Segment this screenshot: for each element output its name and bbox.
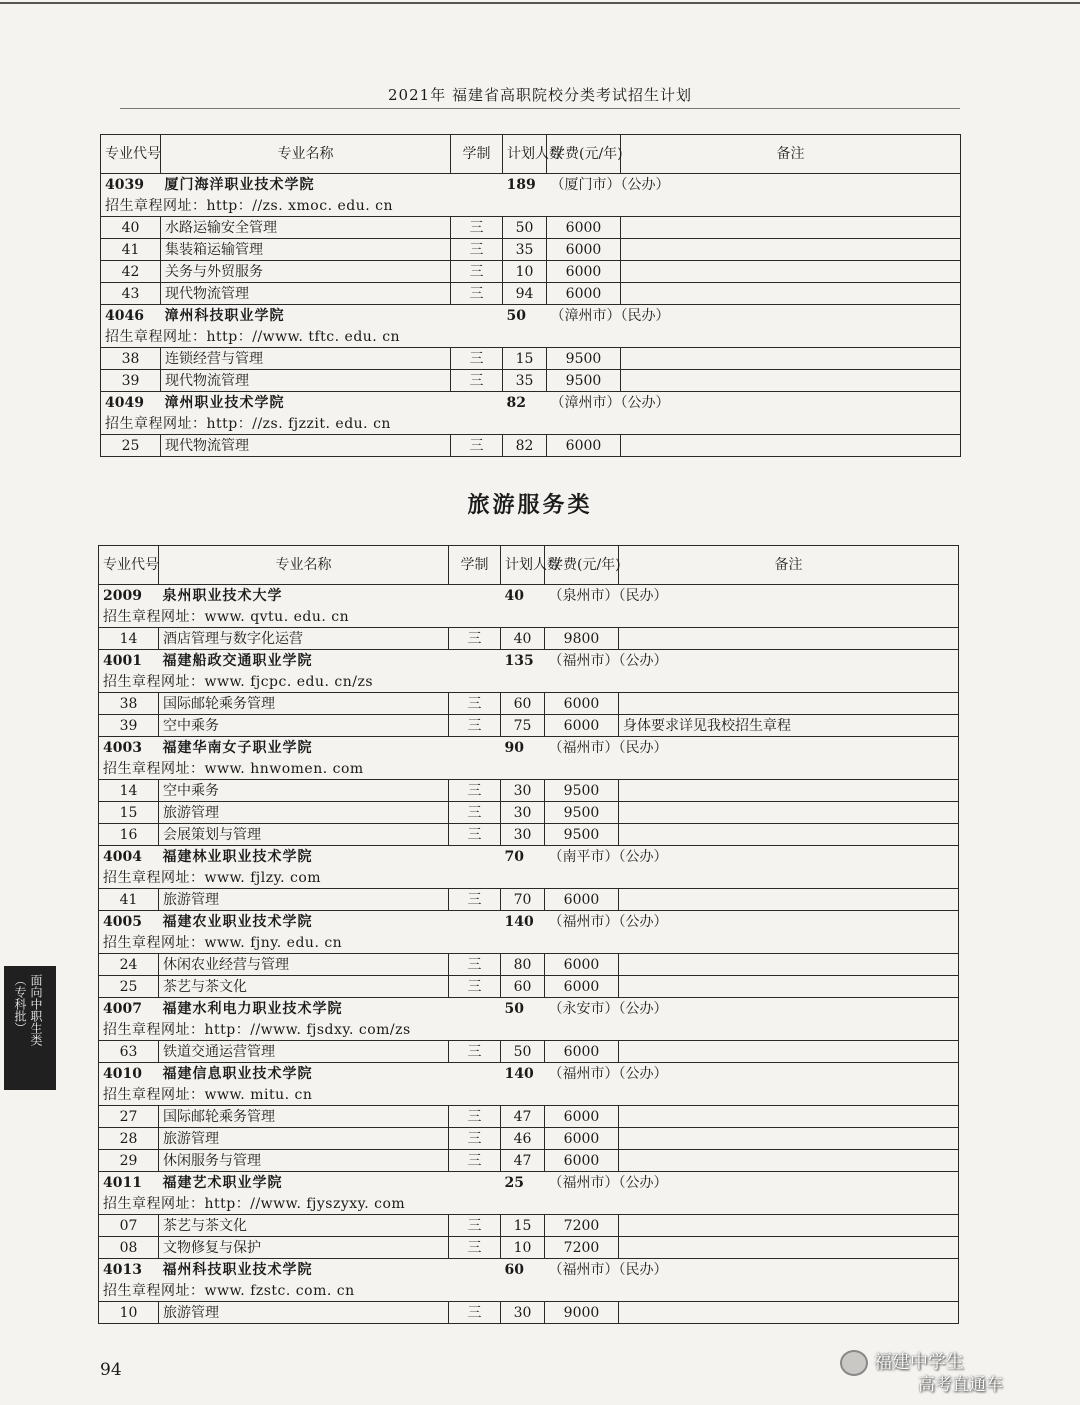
major-row [101,370,961,392]
school-url-row [99,606,959,628]
major-plan-count: 82 [503,435,547,457]
major-row [99,780,959,802]
major-remark [621,217,961,239]
major-fee: 6000 [545,715,619,737]
major-system: 三 [449,976,501,998]
major-code: 42 [101,261,161,283]
major-fee: 6000 [545,889,619,911]
col-header-fee: 学费(元/年) [545,546,619,585]
col-header-plan: 计划人数 [503,135,547,174]
major-fee: 6000 [547,283,621,305]
major-system: 三 [451,283,503,305]
school-name: 漳州职业技术学院 [161,392,503,414]
school-code: 4013 [99,1259,159,1281]
school-row [99,650,959,672]
school-row [99,737,959,759]
major-code: 38 [101,348,161,370]
major-system: 三 [449,1215,501,1237]
major-code: 25 [99,976,159,998]
school-url-row [99,932,959,954]
major-system: 三 [449,954,501,976]
major-code: 14 [99,628,159,650]
major-fee: 6000 [547,261,621,283]
running-header [0,84,1080,105]
school-name: 福建艺术职业学院 [159,1172,501,1194]
school-url: 招生章程网址：http：//www. fjsdxy. com/zs [99,1019,959,1041]
major-name: 旅游管理 [159,1128,449,1150]
major-system: 三 [449,715,501,737]
major-system: 三 [451,348,503,370]
side-tab-batch: （专科批） [13,974,27,1034]
major-fee: 9500 [545,780,619,802]
major-remark [619,1237,959,1259]
school-code: 4003 [99,737,159,759]
major-fee: 6000 [545,1106,619,1128]
major-system: 三 [449,693,501,715]
school-name: 福州科技职业技术学院 [159,1259,501,1281]
wechat-icon [840,1350,868,1376]
major-system: 三 [449,1128,501,1150]
school-plan-count: 60 [501,1259,545,1281]
major-row [99,1150,959,1172]
major-row [99,1237,959,1259]
major-plan-count: 75 [501,715,545,737]
school-row [99,1063,959,1085]
major-name: 空中乘务 [159,715,449,737]
school-name: 福建信息职业技术学院 [159,1063,501,1085]
school-code: 4049 [101,392,161,414]
table-header-row [101,135,961,174]
major-plan-count: 15 [501,1215,545,1237]
major-fee: 9000 [545,1302,619,1324]
school-code: 4001 [99,650,159,672]
major-fee: 9500 [545,802,619,824]
major-plan-count: 30 [501,824,545,846]
school-url-row [101,195,961,217]
major-plan-count: 10 [501,1237,545,1259]
major-plan-count: 30 [501,802,545,824]
school-plan-count: 189 [503,174,547,196]
major-name: 连锁经营与管理 [161,348,451,370]
major-remark [619,824,959,846]
school-plan-count: 40 [501,585,545,607]
school-name: 福建船政交通职业学院 [159,650,501,672]
school-url: 招生章程网址：http：//zs. fjzzit. edu. cn [101,413,961,435]
major-plan-count: 80 [501,954,545,976]
major-fee: 6000 [545,1128,619,1150]
school-location: （福州市）（民办） [545,737,959,759]
major-system: 三 [449,889,501,911]
major-remark [619,1302,959,1324]
school-location: （永安市）（公办） [545,998,959,1020]
page-number: 94 [100,1360,122,1380]
major-system: 三 [449,802,501,824]
major-fee: 6000 [547,217,621,239]
major-remark [621,435,961,457]
side-tab [4,966,56,1090]
major-name: 酒店管理与数字化运营 [159,628,449,650]
major-row [99,1215,959,1237]
school-location: （福州市）（民办） [545,1259,959,1281]
major-system: 三 [449,1302,501,1324]
school-row [101,305,961,327]
school-code: 2009 [99,585,159,607]
major-row [101,348,961,370]
watermark-subtitle: 高考直通车 [918,1375,1003,1395]
school-row [99,1259,959,1281]
major-code: 14 [99,780,159,802]
major-remark [619,1128,959,1150]
major-name: 旅游管理 [159,802,449,824]
table-body [99,585,959,1324]
major-plan-count: 30 [501,780,545,802]
school-url: 招生章程网址：http：//www. tftc. edu. cn [101,326,961,348]
major-remark [619,628,959,650]
school-row [99,911,959,933]
school-code: 4046 [101,305,161,327]
school-name: 福建水利电力职业技术学院 [159,998,501,1020]
major-remark [619,693,959,715]
school-url: 招生章程网址：www. fzstc. com. cn [99,1280,959,1302]
major-plan-count: 35 [503,239,547,261]
major-system: 三 [449,1041,501,1063]
col-header-remark: 备注 [621,135,961,174]
major-plan-count: 70 [501,889,545,911]
major-remark [619,780,959,802]
major-row [101,217,961,239]
col-header-fee: 学费(元/年) [547,135,621,174]
major-remark [619,1041,959,1063]
plan-table-logistics [100,134,961,457]
major-name: 休闲服务与管理 [159,1150,449,1172]
school-location: （厦门市）（公办） [547,174,961,196]
major-code: 15 [99,802,159,824]
school-url: 招生章程网址：www. fjcpc. edu. cn/zs [99,671,959,693]
major-system: 三 [451,435,503,457]
major-name: 关务与外贸服务 [161,261,451,283]
major-remark [621,261,961,283]
school-location: （福州市）（公办） [545,1172,959,1194]
major-system: 三 [449,824,501,846]
school-row [99,998,959,1020]
school-url-row [99,1193,959,1215]
col-header-code: 专业代号 [99,546,159,585]
major-name: 现代物流管理 [161,283,451,305]
major-name: 旅游管理 [159,1302,449,1324]
major-row [99,954,959,976]
major-system: 三 [449,1150,501,1172]
school-plan-count: 140 [501,911,545,933]
col-header-system: 学制 [449,546,501,585]
major-plan-count: 60 [501,976,545,998]
major-plan-count: 60 [501,693,545,715]
school-row [101,174,961,196]
major-plan-count: 15 [503,348,547,370]
top-rule [0,2,1080,4]
major-row [99,1302,959,1324]
major-remark [621,239,961,261]
school-name: 漳州科技职业学院 [161,305,503,327]
major-name: 国际邮轮乘务管理 [159,693,449,715]
major-fee: 6000 [545,954,619,976]
watermark-name: 福建中学生 [874,1352,964,1373]
school-name: 福建农业职业技术学院 [159,911,501,933]
major-fee: 6000 [545,1150,619,1172]
school-location: （泉州市）（民办） [545,585,959,607]
major-row [101,261,961,283]
major-name: 茶艺与茶文化 [159,1215,449,1237]
school-plan-count: 82 [503,392,547,414]
major-remark [619,976,959,998]
col-header-name: 专业名称 [161,135,451,174]
school-url-row [99,1280,959,1302]
col-header-plan: 计划人数 [501,546,545,585]
plan-table-tourism [98,545,959,1324]
major-remark [619,1106,959,1128]
school-url-row [99,867,959,889]
school-code: 4007 [99,998,159,1020]
col-header-code: 专业代号 [101,135,161,174]
major-row [99,824,959,846]
major-system: 三 [449,1237,501,1259]
school-url: 招生章程网址：www. mitu. cn [99,1084,959,1106]
major-row [99,715,959,737]
school-plan-count: 140 [501,1063,545,1085]
school-location: （福州市）（公办） [545,1063,959,1085]
major-system: 三 [449,1106,501,1128]
major-code: 28 [99,1128,159,1150]
header-title: 2021年 福建省高职院校分类考试招生计划 [388,86,692,104]
school-url-row [99,758,959,780]
major-remark [619,954,959,976]
major-name: 旅游管理 [159,889,449,911]
major-remark [619,1150,959,1172]
major-code: 25 [101,435,161,457]
major-plan-count: 40 [501,628,545,650]
side-tab-category: 面向中职生类 [29,974,43,1046]
school-plan-count: 135 [501,650,545,672]
col-header-name: 专业名称 [159,546,449,585]
major-row [101,435,961,457]
school-code: 4011 [99,1172,159,1194]
major-system: 三 [451,370,503,392]
school-location: （福州市）（公办） [545,911,959,933]
major-name: 休闲农业经营与管理 [159,954,449,976]
major-fee: 6000 [545,693,619,715]
major-code: 41 [101,239,161,261]
school-location: （福州市）（公办） [545,650,959,672]
school-url: 招生章程网址：http：//zs. xmoc. edu. cn [101,195,961,217]
school-url: 招生章程网址：www. fjny. edu. cn [99,932,959,954]
school-code: 4004 [99,846,159,868]
major-code: 39 [99,715,159,737]
major-row [99,1041,959,1063]
major-name: 集装箱运输管理 [161,239,451,261]
school-plan-count: 70 [501,846,545,868]
school-url: 招生章程网址：www. qvtu. edu. cn [99,606,959,628]
major-code: 63 [99,1041,159,1063]
major-fee: 6000 [547,239,621,261]
major-code: 41 [99,889,159,911]
major-name: 水路运输安全管理 [161,217,451,239]
section-title: 旅游服务类 [467,492,593,518]
major-plan-count: 35 [503,370,547,392]
major-plan-count: 46 [501,1128,545,1150]
school-plan-count: 50 [501,998,545,1020]
school-url: 招生章程网址：http：//www. fjyszyxy. com [99,1193,959,1215]
col-header-system: 学制 [451,135,503,174]
school-name: 泉州职业技术大学 [159,585,501,607]
major-code: 10 [99,1302,159,1324]
school-name: 厦门海洋职业技术学院 [161,174,503,196]
major-system: 三 [449,628,501,650]
school-plan-count: 25 [501,1172,545,1194]
school-location: （南平市）（公办） [545,846,959,868]
major-row [99,802,959,824]
major-code: 07 [99,1215,159,1237]
school-url-row [101,326,961,348]
school-url-row [99,1084,959,1106]
major-name: 空中乘务 [159,780,449,802]
major-plan-count: 50 [501,1041,545,1063]
major-remark [621,283,961,305]
school-url: 招生章程网址：www. hnwomen. com [99,758,959,780]
major-plan-count: 30 [501,1302,545,1324]
major-system: 三 [451,239,503,261]
major-row [99,628,959,650]
major-plan-count: 50 [503,217,547,239]
major-system: 三 [451,217,503,239]
major-plan-count: 47 [501,1150,545,1172]
major-remark [619,1215,959,1237]
major-fee: 7200 [545,1237,619,1259]
school-row [99,1172,959,1194]
major-system: 三 [449,780,501,802]
school-row [99,585,959,607]
major-plan-count: 47 [501,1106,545,1128]
major-fee: 6000 [547,435,621,457]
major-fee: 9500 [547,348,621,370]
major-code: 29 [99,1150,159,1172]
major-name: 茶艺与茶文化 [159,976,449,998]
major-row [99,976,959,998]
major-remark [619,802,959,824]
major-remark [621,370,961,392]
col-header-remark: 备注 [619,546,959,585]
school-name: 福建林业职业技术学院 [159,846,501,868]
school-url-row [99,1019,959,1041]
school-url-row [101,413,961,435]
major-name: 现代物流管理 [161,370,451,392]
school-plan-count: 50 [503,305,547,327]
school-code: 4010 [99,1063,159,1085]
major-fee: 6000 [545,1041,619,1063]
major-fee: 7200 [545,1215,619,1237]
school-row [99,846,959,868]
major-plan-count: 94 [503,283,547,305]
major-code: 39 [101,370,161,392]
school-name: 福建华南女子职业学院 [159,737,501,759]
major-remark [619,889,959,911]
major-code: 27 [99,1106,159,1128]
major-name: 会展策划与管理 [159,824,449,846]
school-location: （漳州市）（公办） [547,392,961,414]
major-fee: 6000 [545,976,619,998]
major-code: 38 [99,693,159,715]
major-code: 43 [101,283,161,305]
major-code: 16 [99,824,159,846]
major-row [101,239,961,261]
major-code: 24 [99,954,159,976]
school-url: 招生章程网址：www. fjlzy. com [99,867,959,889]
school-row [101,392,961,414]
major-remark: 身体要求详见我校招生章程 [619,715,959,737]
major-code: 40 [101,217,161,239]
major-name: 现代物流管理 [161,435,451,457]
major-row [99,889,959,911]
major-remark [621,348,961,370]
major-row [99,1106,959,1128]
major-row [99,1128,959,1150]
header-rule [120,108,960,109]
major-fee: 9800 [545,628,619,650]
major-plan-count: 10 [503,261,547,283]
table-body [101,174,961,457]
major-fee: 9500 [545,824,619,846]
major-row [99,693,959,715]
major-name: 国际邮轮乘务管理 [159,1106,449,1128]
major-name: 文物修复与保护 [159,1237,449,1259]
school-url-row [99,671,959,693]
school-code: 4039 [101,174,161,196]
major-system: 三 [451,261,503,283]
school-location: （漳州市）（民办） [547,305,961,327]
major-code: 08 [99,1237,159,1259]
major-name: 铁道交通运营管理 [159,1041,449,1063]
table-header-row [99,546,959,585]
school-code: 4005 [99,911,159,933]
major-fee: 9500 [547,370,621,392]
major-row [101,283,961,305]
school-plan-count: 90 [501,737,545,759]
